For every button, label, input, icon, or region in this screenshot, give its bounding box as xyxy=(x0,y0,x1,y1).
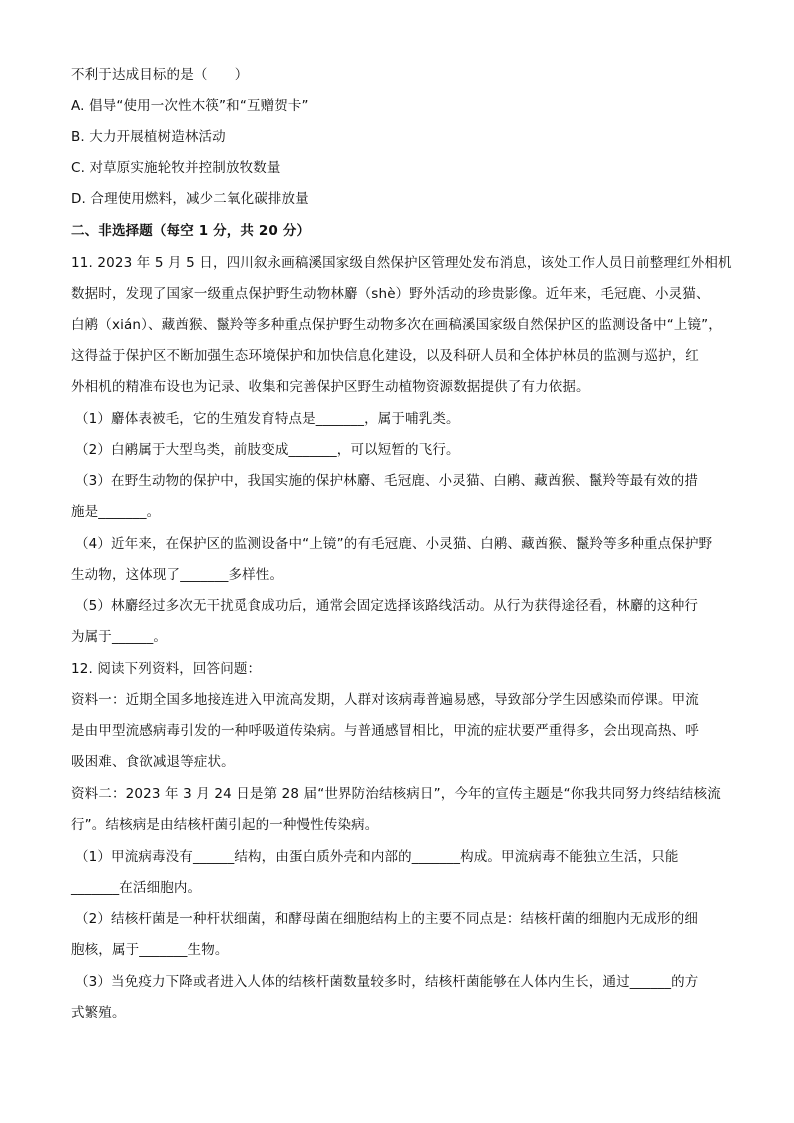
section-heading: 二、非选择题（每空 1 分，共 20 分） xyxy=(71,223,311,239)
q10-option-c: C. 对草原实施轮牧并控制放牧数量 xyxy=(71,160,281,176)
q12-material-one-line: 资料一：近期全国多地接连进入甲流高发期，人群对该病毒普遍易感，导致部分学生因感染而停课。甲流 xyxy=(71,692,699,708)
q11-subquestion: 施是_______。 xyxy=(71,504,161,520)
q12-subquestion: 式繁殖。 xyxy=(71,1005,126,1021)
q12-material-one-line: 是由甲型流感病毒引发的一种呼吸道传染病。与普通感冒相比，甲流的症状要严重得多，会出现高热、呼 xyxy=(71,723,699,739)
q11-subquestion: （2）白鹇属于大型鸟类，前肢变成_______，可以短暂的飞行。 xyxy=(75,442,460,458)
q12-material-two-line: 资料二：2023 年 3 月 24 日是第 28 届“世界防治结核病日”，今年的宣传主题是“你我共同努力终结结核流 xyxy=(71,786,721,802)
q11-subquestion: （4）近年来，在保护区的监测设备中“上镜”的有毛冠鹿、小灵猫、白鹇、藏酋猴、鬣羚等多种重点保护野 xyxy=(75,536,713,552)
q12-subquestion: _______在活细胞内。 xyxy=(71,880,202,896)
q10-stem-tail: 不利于达成目标的是（ ） xyxy=(71,67,249,83)
q11-paragraph-line: 白鹇（xián）、藏酋猴、鬣羚等多种重点保护野生动物多次在画稿溪国家级自然保护区的监测设备中“上镜”， xyxy=(71,317,722,333)
q12-subquestion: （1）甲流病毒没有______结构，由蛋白质外壳和内部的_______构成。甲流病毒不能独立生活，只能 xyxy=(75,849,679,865)
q12-subquestion: 胞核，属于_______生物。 xyxy=(71,942,229,958)
q11-subquestion: 为属于______。 xyxy=(71,629,167,645)
q11-paragraph-line: 数据时，发现了国家一级重点保护野生动物林麝（shè）野外活动的珍贵影像。近年来，毛冠鹿、小灵猫、 xyxy=(71,286,710,302)
q11-paragraph-line: 外相机的精准布设也为记录、收集和完善保护区野生动植物资源数据提供了有力依据。 xyxy=(71,379,590,395)
q12-material-two-line: 行”。结核病是由结核杆菌引起的一种慢性传染病。 xyxy=(71,817,379,833)
q10-option-d: D. 合理使用燃料，减少二氧化碳排放量 xyxy=(71,191,309,207)
q12-subquestion: （3）当免疫力下降或者进入人体的结核杆菌数量较多时，结核杆菌能够在人体内生长，通过______的方 xyxy=(75,974,699,990)
q10-option-b: B. 大力开展植树造林活动 xyxy=(71,129,226,145)
q10-option-a: A. 倡导“使用一次性木筷”和“互赠贺卡” xyxy=(71,98,309,114)
q12-title: 12. 阅读下列资料，回答问题： xyxy=(71,661,262,677)
q12-subquestion: （2）结核杆菌是一种杆状细菌，和酵母菌在细胞结构上的主要不同点是：结核杆菌的细胞内无成形的细 xyxy=(75,911,698,927)
q11-subquestion: （5）林麝经过多次无干扰觅食成功后，通常会固定选择该路线活动。从行为获得途径看，林麝的这种行 xyxy=(75,598,698,614)
q11-subquestion: 生动物，这体现了_______多样性。 xyxy=(71,567,284,583)
q11-paragraph-line: 这得益于保护区不断加强生态环境保护和加快信息化建设，以及科研人员和全体护林员的监测与巡护，红 xyxy=(71,348,699,364)
q11-paragraph-line: 11. 2023 年 5 月 5 日，四川叙永画稿溪国家级自然保护区管理处发布消息，该处工作人员日前整理红外相机 xyxy=(71,255,732,271)
q11-subquestion: （3）在野生动物的保护中，我国实施的保护林麝、毛冠鹿、小灵猫、白鹇、藏酋猴、鬣羚等最有效的措 xyxy=(75,473,698,489)
q11-subquestion: （1）麝体表被毛，它的生殖发育特点是_______，属于哺乳类。 xyxy=(75,411,460,427)
q12-material-one-line: 吸困难、食欲减退等症状。 xyxy=(71,754,235,770)
